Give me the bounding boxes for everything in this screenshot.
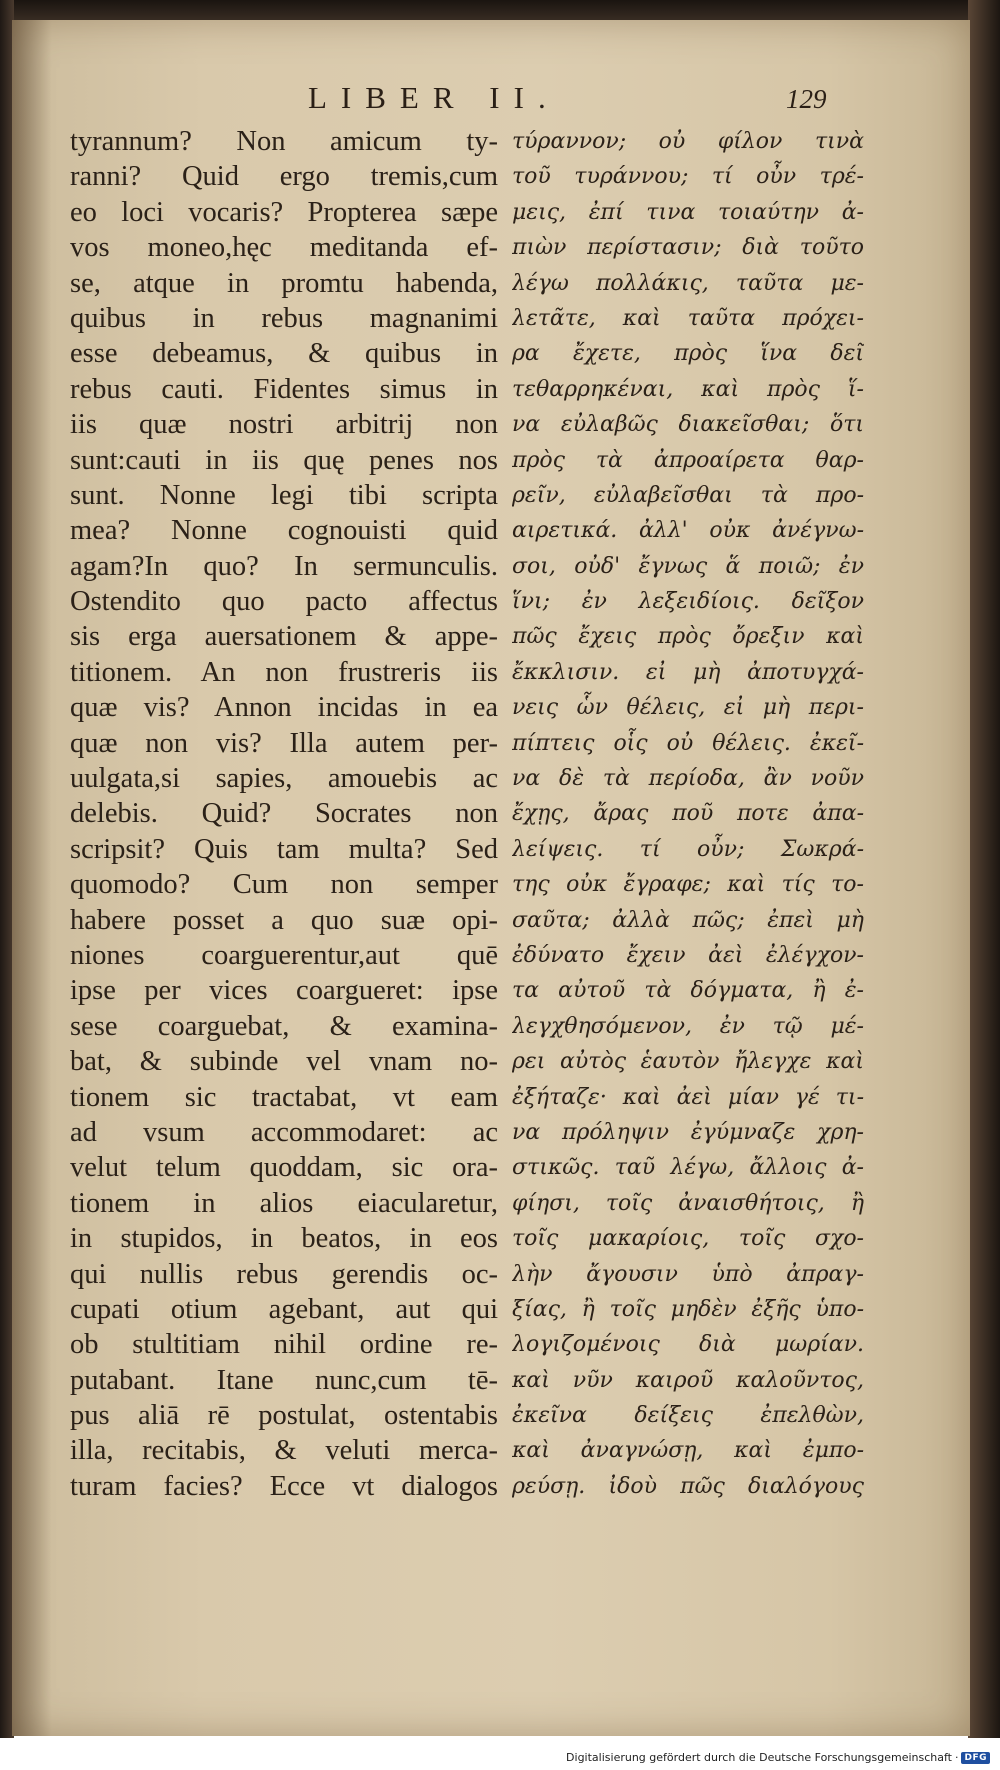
latin-text-line: qui nullis rebus gerendis oc- xyxy=(70,1258,498,1290)
digitization-credit: Digitalisierung gefördert durch die Deutsche Forschungsgemeinschaft · DFG xyxy=(566,1751,990,1764)
latin-text-line: sis erga auersationem & appe- xyxy=(70,621,498,653)
latin-text-line: tionem in alios eiacularetur, xyxy=(70,1187,498,1219)
latin-text-line: habere posset a quo suæ opi- xyxy=(70,904,498,936)
greek-text-line: λὴν ἄγουσιν ὑπὸ ἀπραγ- xyxy=(512,1261,864,1287)
latin-text-line: illa, recitabis, & veluti merca- xyxy=(70,1435,498,1467)
greek-text-line: ἵνι; ἐν λεξειδίοις. δεῖξον xyxy=(512,589,864,615)
latin-text-line: quæ vis? Annon incidas in ea xyxy=(70,692,498,724)
latin-text-line: sunt:cauti in iis quę penes nos xyxy=(70,444,498,476)
dfg-logo-icon: DFG xyxy=(961,1752,990,1764)
latin-text-line: se, atque in promtu habenda, xyxy=(70,267,498,299)
greek-text-line: τοῖς μακαρίοις, τοῖς σχο- xyxy=(512,1226,864,1252)
greek-text-line: ἔκκλισιν. εἰ μὴ ἀποτυγχά- xyxy=(512,659,864,685)
greek-text-line: ρεῖν, εὐλαβεῖσθαι τὰ προ- xyxy=(512,482,864,508)
greek-text-line: ρεύσῃ. ἰδοὺ πῶς διαλόγους xyxy=(512,1473,864,1499)
greek-text-line: ἐξήταζε· καὶ ἀεὶ μίαν γέ τι- xyxy=(512,1084,864,1110)
greek-text-line: ρει αὐτὸς ἑαυτὸν ἤλεγχε καὶ xyxy=(512,1049,864,1075)
greek-text-line: καὶ νῦν καιροῦ καλοῦντος, xyxy=(512,1367,864,1393)
greek-text-line: λεγχθησόμενον, ἐν τῷ μέ- xyxy=(512,1013,864,1039)
greek-text-line: της οὐκ ἔγραφε; καὶ τίς το- xyxy=(512,872,864,898)
greek-text-line: ἔχῃς, ἄρας ποῦ ποτε ἀπα- xyxy=(512,801,864,827)
latin-text-line: rebus cauti. Fidentes simus in xyxy=(70,373,498,405)
running-head: LIBER II. xyxy=(308,80,560,115)
greek-text-line: πιὼν περίστασιν; διὰ τοῦτο xyxy=(512,235,864,261)
latin-text-line: pus aliā rē postulat, ostentabis xyxy=(70,1400,498,1432)
latin-text-line: delebis. Quid? Socrates non xyxy=(70,798,498,830)
latin-text-line: putabant. Itane nunc,cum tē- xyxy=(70,1364,498,1396)
greek-text-line: λετᾶτε, καὶ ταῦτα πρόχει- xyxy=(512,305,864,331)
greek-text-line: ἐδύνατο ἔχειν ἀεὶ ἐλέγχον- xyxy=(512,942,864,968)
latin-text-line: uulgata,si sapies, amouebis ac xyxy=(70,763,498,795)
latin-text-line: iis quæ nostri arbitrij non xyxy=(70,409,498,441)
latin-text-line: sunt. Nonne legi tibi scripta xyxy=(70,479,498,511)
latin-text-line: ad vsum accommodaret: ac xyxy=(70,1116,498,1148)
latin-text-line: quibus in rebus magnanimi xyxy=(70,302,498,334)
greek-text-line: σοι, οὐδ' ἔγνως ἅ ποιῶ; ἐν xyxy=(512,553,864,579)
latin-text-line: in stupidos, in beatos, in eos xyxy=(70,1223,498,1255)
latin-text-line: quomodo? Cum non semper xyxy=(70,869,498,901)
latin-text-line: scripsit? Quis tam multa? Sed xyxy=(70,833,498,865)
latin-text-line: ipse per vices coargueret: ipse xyxy=(70,975,498,1007)
greek-text-line: να εὐλαβῶς διακεῖσθαι; ὅτι xyxy=(512,412,864,438)
latin-text-line: ranni? Quid ergo tremis,cum xyxy=(70,161,498,193)
greek-text-line: να δὲ τὰ περίοδα, ἂν νοῦν xyxy=(512,766,864,792)
greek-text-line: ρα ἔχετε, πρὸς ἵνα δεῖ xyxy=(512,341,864,367)
latin-text-line: vos moneo,hęc meditanda ef- xyxy=(70,232,498,264)
greek-text-line: πρὸς τὰ ἀπροαίρετα θαρ- xyxy=(512,447,864,473)
latin-text-line: quæ non vis? Illa autem per- xyxy=(70,727,498,759)
greek-text-line: τεθαρρηκέναι, καὶ πρὸς ἵ- xyxy=(512,376,864,402)
latin-text-line: titionem. An non frustreris iis xyxy=(70,656,498,688)
latin-text-line: ob stultitiam nihil ordine re- xyxy=(70,1329,498,1361)
latin-text-line: turam facies? Ecce vt dialogos xyxy=(70,1470,498,1502)
latin-text-line: cupati otium agebant, aut qui xyxy=(70,1293,498,1325)
latin-text-line: eo loci vocaris? Propterea sæpe xyxy=(70,196,498,228)
page-number: 129 xyxy=(786,84,827,114)
latin-text-line: mea? Nonne cognouisti quid xyxy=(70,515,498,547)
greek-text-line: καὶ ἀναγνώσῃ, καὶ ἐμπο- xyxy=(512,1438,864,1464)
scan-right-edge xyxy=(968,0,1000,1745)
greek-text-line: αιρετικά. ἀλλ' οὐκ ἀνέγνω- xyxy=(512,518,864,544)
greek-text-line: μεις, ἐπί τινα τοιαύτην ἀ- xyxy=(512,199,864,225)
greek-text-line: λείψεις. τί οὖν; Σωκρά- xyxy=(512,836,864,862)
greek-text-line: ξίας, ἢ τοῖς μηδὲν ἐξῆς ὑπο- xyxy=(512,1296,864,1322)
latin-text-line: Ostendito quo pacto affectus xyxy=(70,586,498,618)
greek-text-line: τα αὐτοῦ τὰ δόγματα, ἢ ἐ- xyxy=(512,978,864,1004)
latin-text-line: sese coarguebat, & examina- xyxy=(70,1010,498,1042)
greek-text-line: στικῶς. ταῦ λέγω, ἄλλοις ἀ- xyxy=(512,1155,864,1181)
greek-text-line: τύραννον; οὐ φίλον τινὰ xyxy=(512,129,864,154)
greek-text-line: πίπτεις οἷς οὐ θέλεις. ἐκεῖ- xyxy=(512,730,864,756)
greek-text-line: τοῦ τυράννου; τί οὖν τρέ- xyxy=(512,164,864,190)
greek-text-line: ἐκεῖνα δείξεις ἐπελθὼν, xyxy=(512,1403,864,1429)
greek-text-line: λογιζομένοις διὰ μωρίαν. xyxy=(512,1332,864,1358)
latin-text-line: tionem sic tractabat, vt eam xyxy=(70,1081,498,1113)
greek-column xyxy=(512,124,864,1504)
latin-text-line: bat, & subinde vel vnam no- xyxy=(70,1046,498,1078)
latin-text-line: tyrannum? Non amicum ty- xyxy=(70,126,498,157)
latin-column xyxy=(70,124,498,1504)
gutter-shadow xyxy=(12,20,52,1736)
credit-text: Digitalisierung gefördert durch die Deutsche Forschungsgemeinschaft xyxy=(566,1751,952,1764)
greek-text-line: νεις ὧν θέλεις, εἰ μὴ περι- xyxy=(512,695,864,721)
greek-text-line: πῶς ἔχεις πρὸς ὄρεξιν καὶ xyxy=(512,624,864,650)
greek-text-line: να πρόληψιν ἐγύμναζε χρη- xyxy=(512,1119,864,1145)
scan-top-edge xyxy=(0,0,1000,22)
latin-text-line: agam?In quo? In sermunculis. xyxy=(70,550,498,582)
greek-text-line: σαῦτα; ἀλλὰ πῶς; ἐπεὶ μὴ xyxy=(512,907,864,933)
latin-text-line: esse debeamus, & quibus in xyxy=(70,338,498,370)
latin-text-line: velut telum quoddam, sic ora- xyxy=(70,1152,498,1184)
greek-text-line: λέγω πολλάκις, ταῦτα με- xyxy=(512,270,864,296)
latin-text-line: niones coarguerentur,aut quē xyxy=(70,939,498,971)
greek-text-line: φίησι, τοῖς ἀναισθήτοις, ἢ xyxy=(512,1190,864,1216)
